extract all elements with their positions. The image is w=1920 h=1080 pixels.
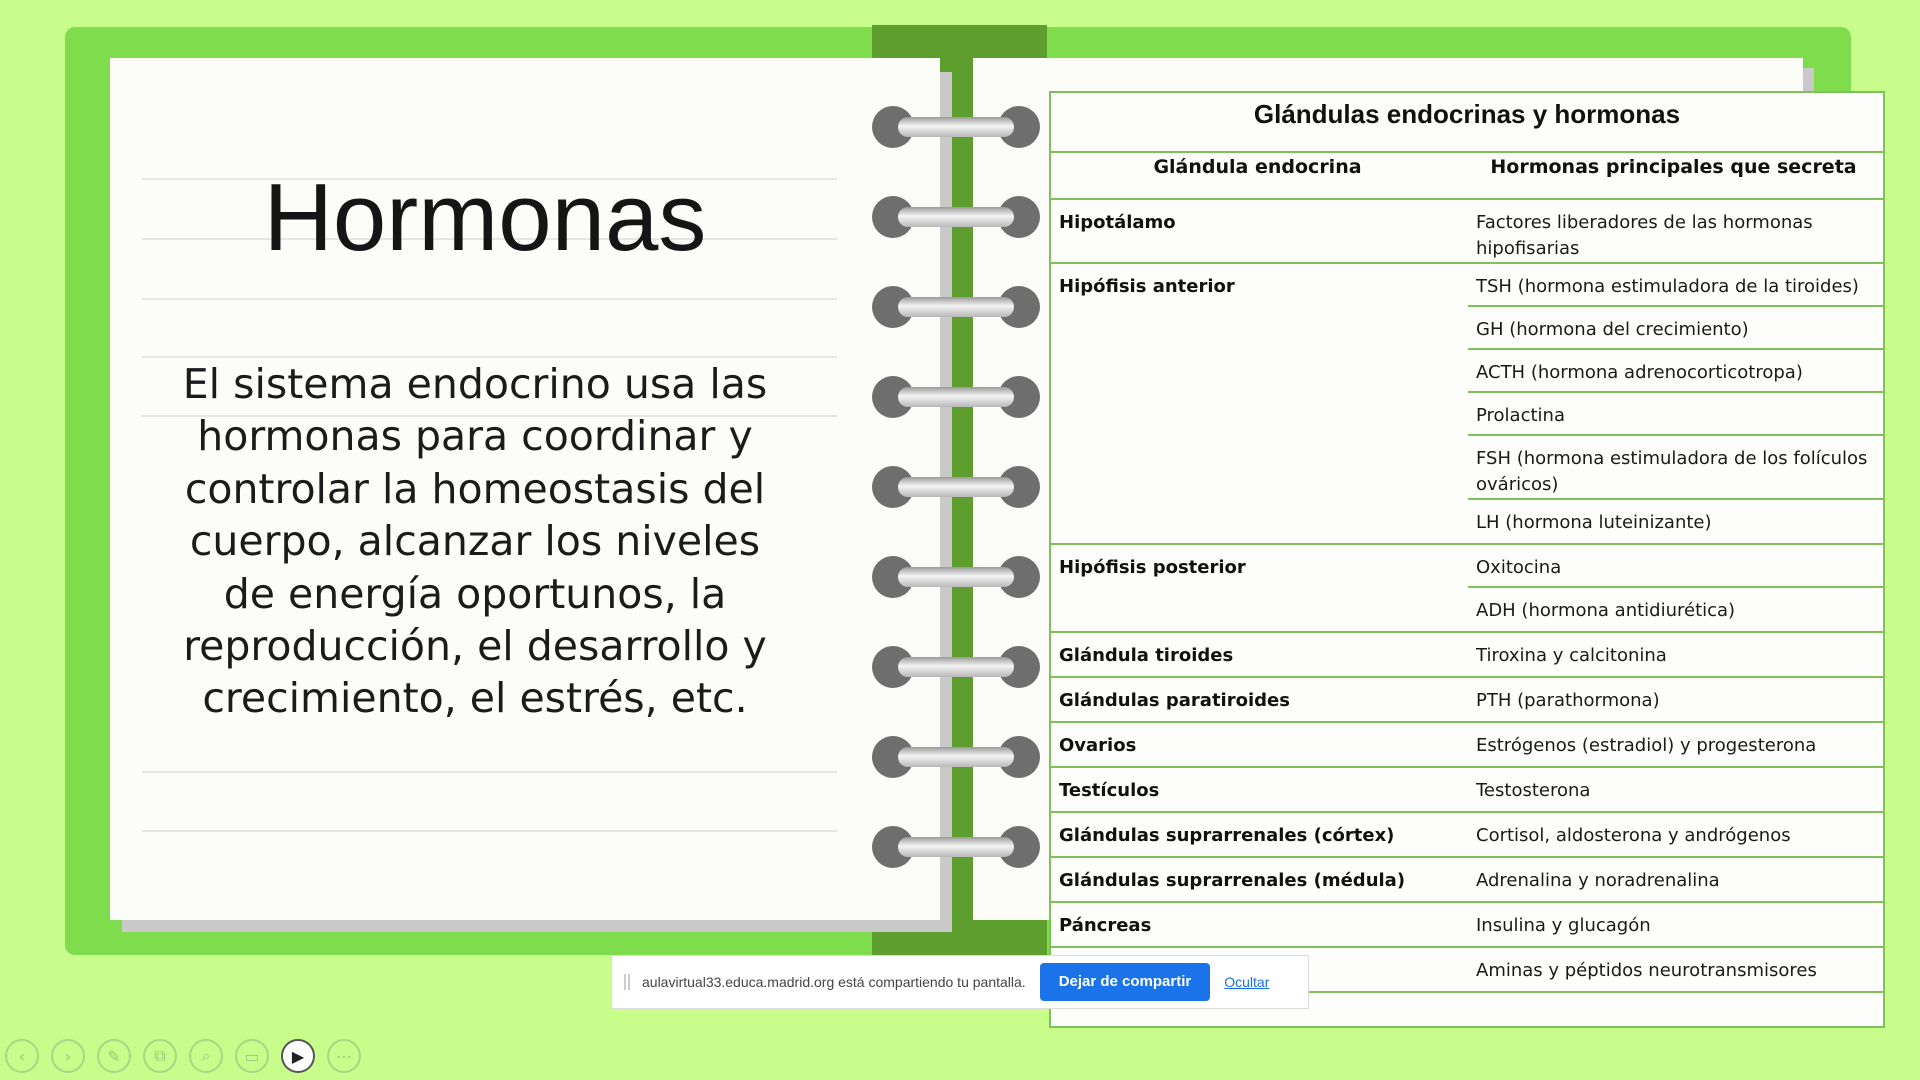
hormone-cell: LH (hormona luteinizante) xyxy=(1476,512,1712,533)
hormone-cell: GH (hormona del crecimiento) xyxy=(1468,307,1883,350)
hormone-cell: TSH (hormona estimuladora de la tiroides) xyxy=(1468,264,1883,307)
more-icon[interactable]: ⋯ xyxy=(327,1039,361,1073)
hide-link[interactable]: Ocultar xyxy=(1224,974,1270,990)
spiral-ring xyxy=(872,106,1040,148)
hormone-cell: Cortisol, aldosterona y andrógenos xyxy=(1476,825,1791,846)
table-row xyxy=(1051,264,1883,545)
gland-name: Hipófisis anterior xyxy=(1059,276,1235,297)
stop-sharing-button[interactable]: Dejar de compartir xyxy=(1040,963,1211,1001)
hormone-cell: ACTH (hormona adrenocorticotropa) xyxy=(1468,350,1883,393)
pen-icon[interactable]: ✎ xyxy=(97,1039,131,1073)
ruled-line xyxy=(142,771,837,773)
table-row xyxy=(1051,723,1883,768)
hormone-cell: Estrógenos (estradiol) y progesterona xyxy=(1476,735,1817,756)
gland-name: Ovarios xyxy=(1059,735,1137,756)
hormone-cell: Factores liberadores de las hormonas hipofisarias xyxy=(1476,212,1813,259)
spiral-ring xyxy=(872,376,1040,418)
spiral-ring xyxy=(872,826,1040,868)
spiral-ring xyxy=(872,196,1040,238)
hormone-cell: Aminas y péptidos neurotransmisores xyxy=(1476,960,1817,981)
table-header-row xyxy=(1051,153,1883,200)
hormone-cell: ADH (hormona antidiurética) xyxy=(1476,600,1736,621)
hormone-cell: Testosterona xyxy=(1476,780,1591,801)
table-row xyxy=(1051,678,1883,723)
arrow-right-icon[interactable]: › xyxy=(51,1039,85,1073)
slide-body-text: El sistema endocrino usa las hormonas para coordinar y controlar la homeostasis del cuerpo, alcanzar los niveles de energía oportunos, la reproducción, el desarrollo y crecimiento, el estrés, etc. xyxy=(182,360,768,723)
ruled-line xyxy=(142,298,837,300)
gland-name: Glándulas suprarrenales (médula) xyxy=(1059,870,1406,891)
gland-name: Glándula tiroides xyxy=(1059,645,1234,666)
gland-name: Páncreas xyxy=(1059,915,1152,936)
table-header-gland: Glándula endocrina xyxy=(1153,156,1362,178)
table-row xyxy=(1051,813,1883,858)
table-row xyxy=(1051,858,1883,903)
table-body xyxy=(1051,200,1883,993)
gland-name: Glándulas suprarrenales (córtex) xyxy=(1059,825,1395,846)
slide-title: Hormonas xyxy=(263,164,707,271)
table-header-hormones: Hormonas principales que secreta xyxy=(1490,156,1857,178)
spiral-ring xyxy=(872,646,1040,688)
arrow-left-icon[interactable]: ‹ xyxy=(5,1039,39,1073)
drag-handle[interactable] xyxy=(624,974,630,990)
hormone-cell: FSH (hormona estimuladora de los folículos ováricos) xyxy=(1468,436,1883,500)
gland-name: Hipófisis posterior xyxy=(1059,557,1246,578)
zoom-icon[interactable]: ⌕ xyxy=(189,1039,223,1073)
gland-name: Testículos xyxy=(1059,780,1160,801)
hormone-cell: Adrenalina y noradrenalina xyxy=(1476,870,1720,891)
video-camera-icon[interactable]: ▶ xyxy=(281,1039,315,1073)
ruled-line xyxy=(142,830,837,832)
gland-name: Glándulas paratiroides xyxy=(1059,690,1290,711)
gland-name: Hipotálamo xyxy=(1059,212,1176,233)
spiral-ring xyxy=(872,736,1040,778)
hormone-cell: Prolactina xyxy=(1468,393,1883,436)
screen-share-bar xyxy=(611,955,1309,1009)
spiral-ring xyxy=(872,466,1040,508)
hormone-cell: Oxitocina xyxy=(1468,545,1883,588)
subtitles-icon[interactable]: ▭ xyxy=(235,1039,269,1073)
table-row xyxy=(1051,768,1883,813)
hormones-table xyxy=(1049,91,1885,1028)
table-row xyxy=(1051,903,1883,948)
hormone-cell: Tiroxina y calcitonina xyxy=(1476,645,1667,666)
table-row xyxy=(1051,633,1883,678)
share-message: aulavirtual33.educa.madrid.org está compartiendo tu pantalla. xyxy=(642,974,1026,990)
hormone-cell: Insulina y glucagón xyxy=(1476,915,1651,936)
table-row xyxy=(1051,545,1883,633)
presentation-toolbar xyxy=(5,1039,373,1073)
hormone-cell: PTH (parathormona) xyxy=(1476,690,1660,711)
copy-icon[interactable]: ⧉ xyxy=(143,1039,177,1073)
left-page xyxy=(110,58,940,920)
spiral-ring xyxy=(872,286,1040,328)
table-row xyxy=(1051,200,1883,264)
table-title: Glándulas endocrinas y hormonas xyxy=(1051,93,1883,153)
spiral-ring xyxy=(872,556,1040,598)
